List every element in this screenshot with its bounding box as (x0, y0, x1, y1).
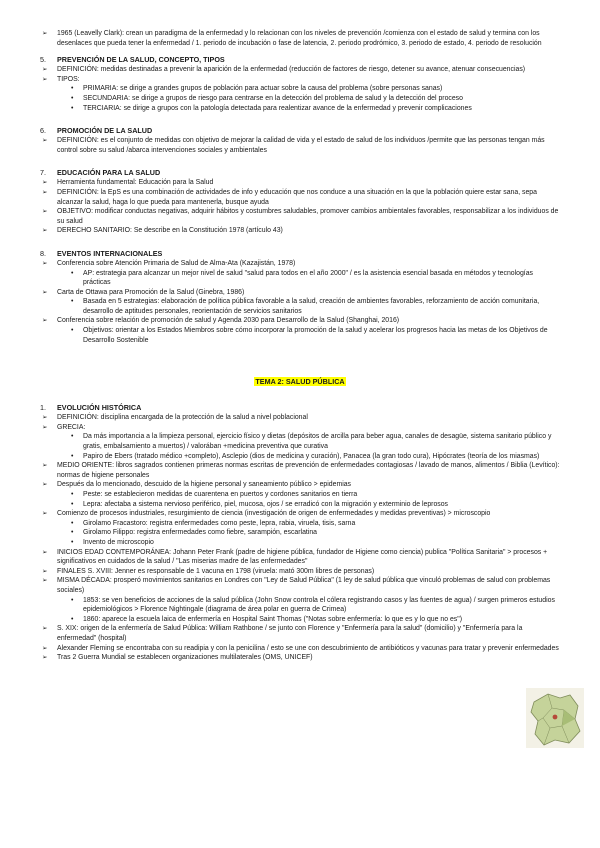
arrow-item (40, 207, 560, 226)
arrow-bullet-icon: ➢ (42, 208, 48, 216)
bullet-icon: • (71, 596, 74, 604)
item-text: OBJETIVO: modificar conductas negativas, adquirir hábitos y costumbres saludables, promover cambios ambientales favorables, responsabilizar a los individuos de su salud (57, 208, 559, 225)
bullet-icon: • (71, 615, 74, 623)
arrow-bullet-icon: ➢ (42, 414, 48, 422)
arrow-item (40, 509, 560, 519)
tema-title: TEMA 2: SALUD PÚBLICA (255, 377, 345, 387)
arrow-bullet-icon: ➢ (42, 644, 48, 652)
section-title: EVENTOS INTERNACIONALES (57, 248, 163, 258)
section-heading (40, 55, 560, 65)
item-text: Conferencia sobre relación de promoción de salud y Agenda 2030 para Desarrollo de la Salud (Shanghai, 2016) (57, 317, 400, 325)
bullet-icon: • (71, 104, 74, 112)
arrow-item (40, 75, 560, 85)
item-text: Peste: se establecieron medidas de cuarentena en puertos y cordones sanitarios en tierra (83, 491, 358, 498)
item-text: DEFINICIÓN: medidas destinadas a prevenir la aparición de la enfermedad (reducción de factores de riesgo, detener su avance, atenuar consecuencias) (57, 66, 526, 74)
arrow-item (40, 548, 560, 567)
arrow-item (40, 316, 560, 326)
arrow-item (40, 136, 560, 155)
bullet-item (40, 596, 560, 615)
arrow-bullet-icon: ➢ (42, 188, 48, 196)
section-number: 8. (40, 248, 46, 258)
bullet-icon: • (71, 538, 74, 546)
arrow-bullet-icon: ➢ (42, 423, 48, 431)
arrow-item (40, 624, 560, 643)
bullet-icon: • (71, 500, 74, 508)
arrow-bullet-icon: ➢ (42, 259, 48, 267)
bullet-icon: • (71, 433, 74, 441)
arrow-item (40, 480, 560, 490)
section-number: 5. (40, 55, 46, 65)
item-text: Herramienta fundamental: Educación para la Salud (57, 179, 214, 187)
item-text: DEFINICIÓN: disciplina encargada de la protección de la salud a nivel poblacional (57, 414, 308, 422)
arrow-bullet-icon: ➢ (42, 179, 48, 187)
bullet-item (40, 94, 560, 104)
bullet-item (40, 104, 560, 114)
arrow-bullet-icon: ➢ (42, 510, 48, 518)
item-text: MISMA DÉCADA: prosperó movimientos sanitarios en Londres con "Ley de Salud Pública" (1 ley de salud pública que vinculó problemas de salud con problemas sociales) (57, 577, 551, 594)
item-text: GRECIA: (57, 423, 86, 431)
item-text: Papiro de Ebers (tratado médico +completo), Asclepio (dios de medicina y curación), Panacea (la gran todo cura), Hipócrates (teoría de los miasmas) (83, 452, 540, 460)
arrow-item (40, 65, 560, 75)
arrow-bullet-icon: ➢ (42, 317, 48, 325)
arrow-item (40, 461, 560, 480)
bullet-icon: • (71, 452, 74, 460)
sections-bottom (40, 403, 560, 662)
item-text: Invento de microscopio (83, 538, 154, 546)
bullet-icon: • (71, 529, 74, 537)
section-heading (40, 403, 560, 413)
bullet-item (40, 297, 560, 316)
arrow-item (40, 653, 560, 663)
bullet-icon: • (71, 94, 74, 102)
arrow-bullet-icon: ➢ (42, 462, 48, 470)
section-heading (40, 168, 560, 178)
item-text: DEFINICIÓN: es el conjunto de medidas con objetivo de mejorar la calidad de vida y el estado de salud de los individuos /permite que las personas tengan más control sobre su salud /abarca intervenciones sociales y ambientales (57, 137, 545, 154)
bullet-icon: • (71, 491, 74, 498)
bullet-item (40, 538, 560, 548)
bullet-item (40, 490, 560, 500)
bullet-icon: • (71, 298, 74, 306)
intro-list (40, 29, 560, 48)
item-text: MEDIO ORIENTE: libros sagrados contienen primeras normas escritas de prevención de enfermedades contagiosas / lavado de manos, alimentos / Biblia (Levítico): normas de higiene personales (57, 462, 560, 479)
map-thumbnail-icon (526, 688, 584, 748)
section-title: PROMOCIÓN DE LA SALUD (57, 126, 153, 136)
item-text: SECUNDARIA: se dirige a grupos de riesgo para centrarse en la detección del problema de salud y la detección del proceso (83, 94, 463, 102)
item-text: Da más importancia a la limpieza personal, ejercicio físico y dietas (depósitos de arcilla para beber agua, canales de desagüe, sistema sanitario público y gratis, embalsamiento a muertos) / valorában +medicina preventiva que curativa (83, 433, 552, 451)
item-text: Objetivos: orientar a los Estados Miembros sobre cómo incorporar la promoción de la salud y acelerar los progresos hacia las metas de los Objetivos de Desarrollo Sostenible (83, 327, 548, 344)
arrow-item (40, 226, 560, 236)
arrow-bullet-icon: ➢ (42, 66, 48, 74)
arrow-item (40, 413, 560, 423)
item-text: Tras 2 Guerra Mundial se establecen organizaciones multilaterales (OMS, UNICEF) (57, 654, 313, 662)
bullet-icon: • (71, 269, 74, 277)
item-text: AP: estrategia para alcanzar un mejor nivel de salud "salud para todos en el año 2000" / es la asistencia esencial basada en métodos y tecnologías prácticas (83, 269, 534, 287)
arrow-item (40, 576, 560, 595)
item-text: DEFINICIÓN: la EpS es una combinación de actividades de info y educación que nos conduce a una situación en la que la población quiere estar sana, sepa alcanzar la salud, haga lo que pueda para mantenerla, busque ayuda (57, 188, 537, 206)
arrow-item (40, 644, 560, 654)
bullet-item (40, 84, 560, 94)
arrow-item (40, 178, 560, 188)
item-text: Lepra: afectaba a sistema nervioso periférico, piel, mucosa, ojos / se erradicó con la migración y exterminio de leprosos (83, 500, 448, 508)
item-text: 1853: se ven beneficios de acciones de la salud pública (John Snow controla el cólera registrando casos y las fuentes de agua) / surgen primeros estudios epidemiológicos > Florence Nightingale (diagrama de área polar en guerra de Crimea) (83, 596, 555, 614)
bullet-icon: • (71, 519, 74, 527)
item-text: S. XIX: origen de la enfermería de Salud Pública: William Rathbone / se junto con Florence y "Enfermería para la salud" (domicilio) y "Enfermería para la enfermedad" (hospital) (57, 625, 523, 642)
section-title: PREVENCIÓN DE LA SALUD, CONCEPTO, TIPOS (57, 55, 225, 65)
arrow-item (40, 423, 560, 433)
item-text: Alexander Fleming se encontraba con su readipia y con la penicilina / esto se une con descubrimiento de antibióticos y vacunas para tratar y prevenir enfermedades (57, 644, 559, 652)
bullet-item (40, 269, 560, 288)
section-heading (40, 249, 560, 259)
bullet-item (40, 519, 560, 529)
bullet-item (40, 452, 560, 462)
item-text: INICIOS EDAD CONTEMPORÁNEA: Johann Peter Frank (padre de higiene pública, fundador de Higiene como ciencia) publica "Política Sanitaria" > procesos + significativos en cuidados de la salud / "Las miserias madre de las enfermedades" (57, 548, 548, 566)
item-text: Comienzo de procesos industriales, resurgimiento de ciencia (investigación de origen de enfermedades y medidas preventivas) > microscopio (57, 510, 491, 518)
bullet-icon: • (71, 85, 74, 93)
bullet-icon: • (71, 327, 74, 335)
arrow-item (40, 259, 560, 269)
item-text: DERECHO SANITARIO: Se describe en la Constitución 1978 (artículo 43) (57, 227, 283, 235)
bullet-item (40, 432, 560, 451)
sections-top (40, 55, 560, 345)
section-number: 7. (40, 168, 46, 178)
arrow-item (40, 29, 560, 48)
item-text: TERCIARIA: se dirige a grupos con la patología detectada para realentizar avance de la enfermedad y prevenir complicaciones (83, 104, 472, 112)
section-title: EDUCACIÓN PARA LA SALUD (57, 168, 161, 178)
arrow-bullet-icon: ➢ (42, 288, 48, 296)
item-text: 1860: aparece la escuela laica de enfermería en Hospital Saint Thomas ("Notas sobre enfermería: lo que es y lo que no es") (83, 615, 462, 623)
section-number: 1. (40, 403, 46, 413)
item-text: FINALES S. XVIII: Jenner es responsable de 1 vacuna en 1798 (viruela: mató 300m libres de personas) (57, 567, 375, 575)
arrow-item (40, 567, 560, 577)
item-text: Girolamo Fracastoro: registra enfermedades como peste, lepra, rabia, viruela, tisis, sarna (83, 519, 356, 527)
item-text: 1965 (Leavelly Clark): crean un paradigma de la enfermedad y lo relacionan con los niveles de prevención /comienza con el estado de salud y termina con los desenlaces que pueda tener la enfermedad / 1. periodo de incubación o fase de latencia, 2. periodo prodrómico, 3. periodo de estado, 4. periodo de resolución (57, 30, 542, 47)
arrow-item (40, 288, 560, 298)
bullet-item (40, 500, 560, 510)
item-text: Basada en 5 estrategias: elaboración de política pública favorable a la salud, creación de ambientes favorables, reforzamiento de acción comunitaria, desarrollo de aptitudes personales, reorientación de servicios sanitarios (83, 298, 540, 315)
arrow-bullet-icon: ➢ (42, 75, 48, 83)
arrow-bullet-icon: ➢ (42, 567, 48, 575)
bullet-item (40, 528, 560, 538)
tema-heading-wrap (40, 377, 560, 387)
section-number: 6. (40, 126, 46, 136)
item-text: PRIMARIA: se dirige a grandes grupos de población para actuar sobre la causa del problema (sobre personas sanas) (83, 85, 443, 93)
section-title: EVOLUCIÓN HISTÓRICA (57, 403, 142, 413)
arrow-bullet-icon: ➢ (42, 137, 48, 145)
item-text: TIPOS: (57, 75, 80, 83)
item-text: Girolamo Filippo: registra enfermedades como fiebre, sarampión, escarlatina (83, 529, 318, 537)
arrow-bullet-icon: ➢ (42, 577, 48, 585)
bullet-item (40, 615, 560, 625)
arrow-item (40, 188, 560, 207)
section-heading (40, 126, 560, 136)
arrow-bullet-icon: ➢ (42, 227, 48, 235)
item-text: Carta de Ottawa para Promoción de la Salud (Ginebra, 1986) (57, 288, 245, 296)
bullet-item (40, 326, 560, 345)
arrow-bullet-icon: ➢ (42, 481, 48, 489)
arrow-bullet-icon: ➢ (42, 548, 48, 556)
arrow-bullet-icon: ➢ (42, 654, 48, 662)
item-text: Después da lo mencionado, descuido de la higiene personal y saneamiento público > epidemias (57, 481, 352, 489)
arrow-bullet-icon: ➢ (42, 30, 48, 37)
arrow-bullet-icon: ➢ (42, 625, 48, 633)
item-text: Conferencia sobre Atención Primaria de Salud de Alma-Ata (Kazajistán, 1978) (57, 259, 296, 267)
